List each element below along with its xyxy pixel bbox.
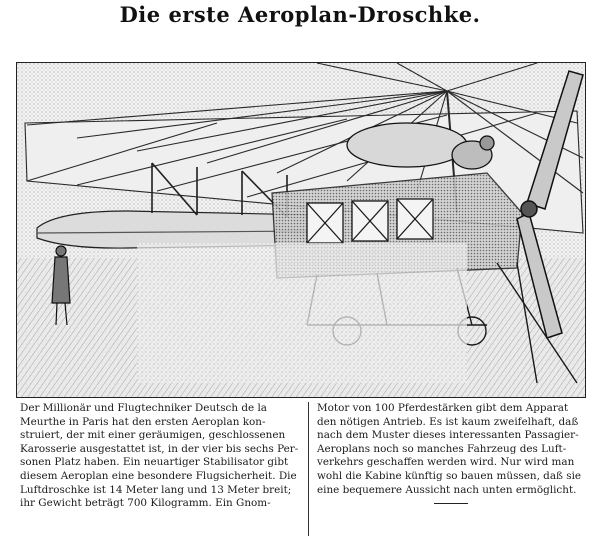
article-line: Meurthe in Paris hat den ersten Aeroplan kon- <box>20 415 266 428</box>
article-line: wohl die Kabine künftig so bauen müssen, daß sie <box>317 469 582 482</box>
article-line: sonen Platz haben. Ein neuartiger Stabilisator gibt <box>20 456 289 469</box>
article-line: diesem Aeroplan eine besondere Flugsicherheit. Die <box>20 469 297 482</box>
article-column-left <box>20 402 309 536</box>
article-line: Aeroplans noch so manches Fahrzeug des Luft- <box>317 442 567 455</box>
headline: Die erste Aeroplan-Droschke. <box>119 2 481 27</box>
article-line: eine bequemere Aussicht nach unten ermöglicht. <box>317 483 577 496</box>
article-line: Karosserie ausgestattet ist, in der vier bis sechs Per- <box>20 442 299 455</box>
article-line: den nötigen Antrieb. Es ist kaum zweifelhaft, daß <box>317 415 579 428</box>
article-line: struiert, der mit einer geräumigen, geschlossenen <box>20 429 286 442</box>
article-line: Der Millionär und Flugtechniker Deutsch de la <box>20 402 267 414</box>
article-line: Luftdroschke ist 14 Meter lang und 13 Meter breit; <box>20 483 292 496</box>
end-of-article-rule <box>434 503 468 504</box>
article-line: Motor von 100 Pferdestärken gibt dem Apparat <box>317 402 569 414</box>
aeroplane-illustration <box>16 62 586 398</box>
article-column-right <box>309 402 585 536</box>
article-line: nach dem Muster dieses interessanten Passagier- <box>317 429 579 442</box>
article-line: ihr Gewicht beträgt 700 Kilogramm. Ein Gnom- <box>20 497 271 510</box>
article-line: verkehrs geschaffen werden wird. Nur wird man <box>317 456 575 469</box>
article-body <box>20 402 586 536</box>
